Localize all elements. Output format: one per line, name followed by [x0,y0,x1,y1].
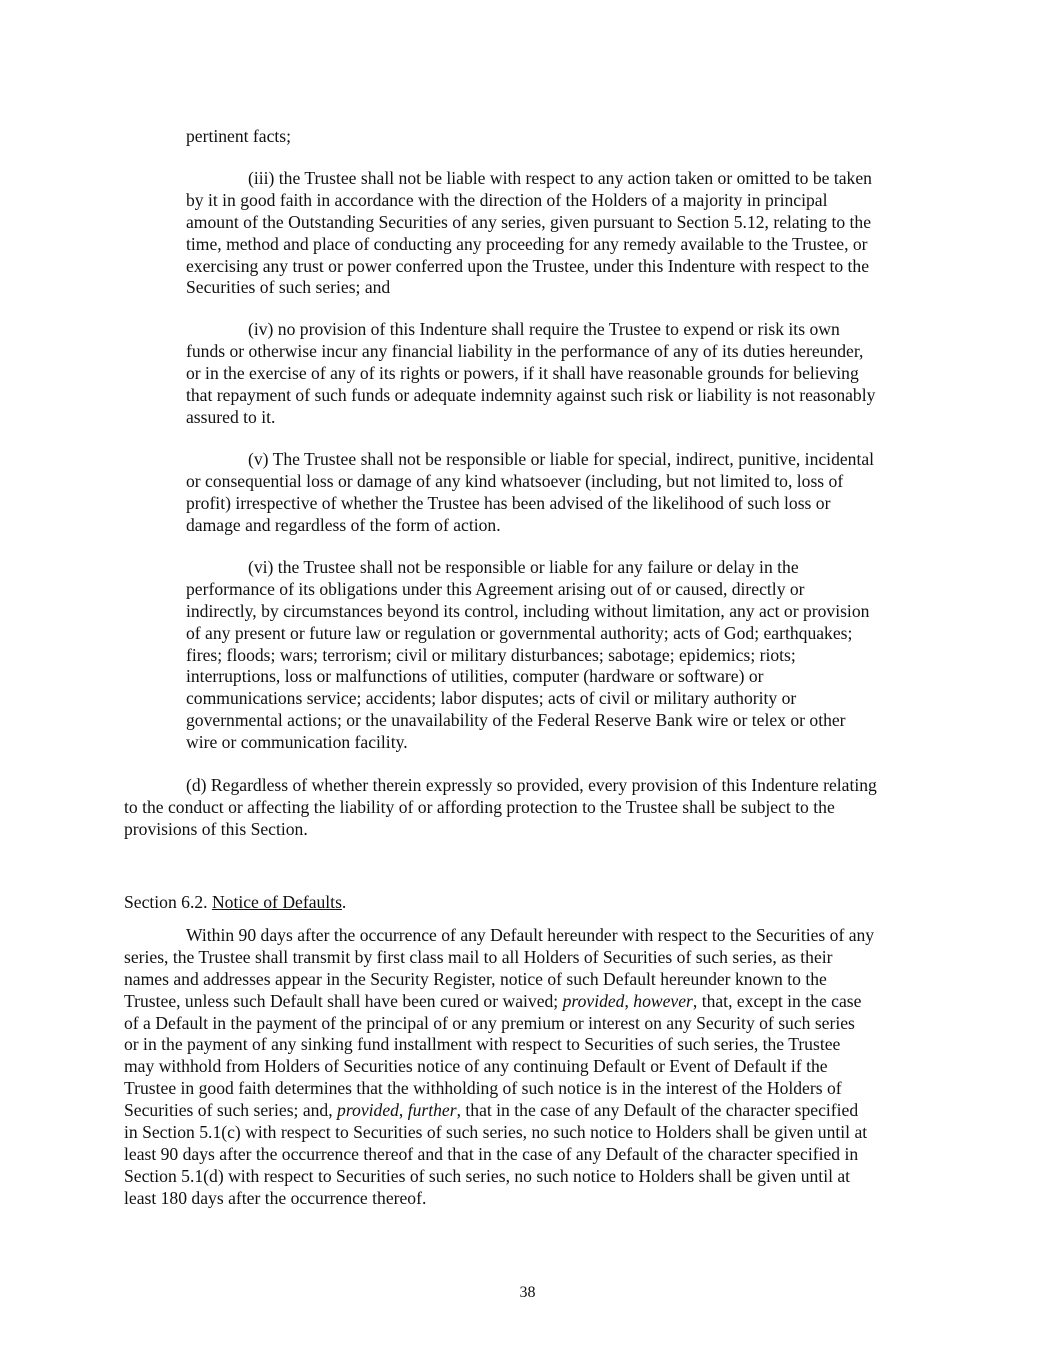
text-line: Securities of such series; and [186,277,391,298]
clause-iv [186,319,875,428]
text-line: or in the exercise of any of its rights or powers, if it shall have reasonable grounds for believing [186,362,859,383]
text-line: of any present or future law or regulation or governmental authority; acts of God; earthquakes; [186,622,853,643]
text-line: Trustee in good faith determines that the withholding of such notice is in the interest of the Holders of [124,1078,842,1099]
italic-term: provided [562,990,625,1011]
heading-period: . [341,892,347,912]
text-line: least 90 days after the occurrence thereof and that in the case of any Default of the character specified in [124,1143,859,1164]
text-line: wire or communication facility. [186,732,408,753]
section-heading [124,892,346,914]
section-number: Section 6.2. [124,892,212,912]
italic-term: provided [337,1100,399,1121]
text-line: performance of its obligations under this Agreement arising out of or caused, directly or [186,578,805,599]
text-line: Within 90 days after the occurrence of any Default hereunder with respect to the Securities of any [186,925,875,945]
text-line: communications service; accidents; labor disputes; acts of civil or military authority or [186,688,797,709]
text-line: funds or otherwise incur any financial liability in the performance of any of its duties hereunder, [186,340,864,361]
text-line: (d) Regardless of whether therein expressly so provided, every provision of this Indenture relating [186,775,877,795]
text-line: interruptions, loss or malfunctions of utilities, computer (hardware or software) or [186,666,764,687]
clause-iii [186,168,872,299]
text-line: Securities of such series; and, provided, further, that in the case of any Default of the character specified [124,1100,859,1121]
clause-d [124,775,877,841]
italic-term: further [407,1100,457,1121]
text-line: profit) irrespective of whether the Trustee has been advised of the likelihood of such loss or [186,492,831,513]
text-line: in Section 5.1(c) with respect to Securities of such series, no such notice to Holders shall be given until at [124,1122,868,1143]
text-line: exercising any trust or power conferred upon the Trustee, under this Indenture with respect to the [186,255,870,276]
text-line: (iii) the Trustee shall not be liable with respect to any action taken or omitted to be taken [248,168,872,188]
text-line: (vi) the Trustee shall not be responsible or liable for any failure or delay in the [248,557,799,577]
text-line: least 180 days after the occurrence thereof. [124,1187,427,1208]
continuation-text [186,126,291,148]
clause-vi [186,557,869,754]
text-line: that repayment of such funds or adequate indemnity against such risk or liability is not reasonably [186,384,876,405]
text-line: indirectly, by circumstances beyond its control, including without limitation, any act or provision [186,600,870,621]
text-line: assured to it. [186,406,276,427]
text-line: by it in good faith in accordance with the direction of the Holders of a majority in principal [186,189,828,210]
text-line: or in the payment of any sinking fund installment with respect to Securities of such series, the Trustee [124,1034,841,1055]
text-line: series, the Trustee shall transmit by first class mail to all Holders of Securities of such series, as their [124,946,833,967]
text-line: of a Default in the payment of the principal of or any premium or interest on any Security of such series [124,1012,855,1033]
text-line: time, method and place of conducting any proceeding for any remedy available to the Trustee, or [186,233,868,254]
text-line: to the conduct or affecting the liability of or affording protection to the Trustee shall be subject to the [124,796,835,817]
text-line: fires; floods; wars; terrorism; civil or military disturbances; sabotage; epidemics; riots; [186,644,796,665]
text-line: (v) The Trustee shall not be responsible or liable for special, indirect, punitive, incidental [248,449,875,469]
text-line: Section 5.1(d) with respect to Securities of such series, no such notice to Holders shall be given until at [124,1165,851,1186]
text-line: may withhold from Holders of Securities notice of any continuing Default or Event of Default if the [124,1056,828,1077]
text-line: (iv) no provision of this Indenture shall require the Trustee to expend or risk its own [248,319,840,339]
page-number: 38 [519,1284,536,1301]
clause-v [186,449,874,537]
italic-term: however [633,990,693,1011]
text-line: or consequential loss or damage of any kind whatsoever (including, but not limited to, loss of [186,470,844,491]
section-title: Notice of Defaults [211,892,342,912]
text-line: governmental actions; or the unavailability of the Federal Reserve Bank wire or telex or other [186,710,846,731]
section-body [124,925,874,1210]
text-line: provisions of this Section. [124,818,308,839]
text-line: names and addresses appear in the Security Register, notice of such Default hereunder known to the [124,968,827,989]
text-line: damage and regardless of the form of action. [186,514,501,535]
text-line: Trustee, unless such Default shall have been cured or waived; provided, however, that, except in the case [124,990,862,1011]
text-line: amount of the Outstanding Securities of any series, given pursuant to Section 5.12, relating to the [186,211,872,232]
text-line: pertinent facts; [186,126,292,146]
